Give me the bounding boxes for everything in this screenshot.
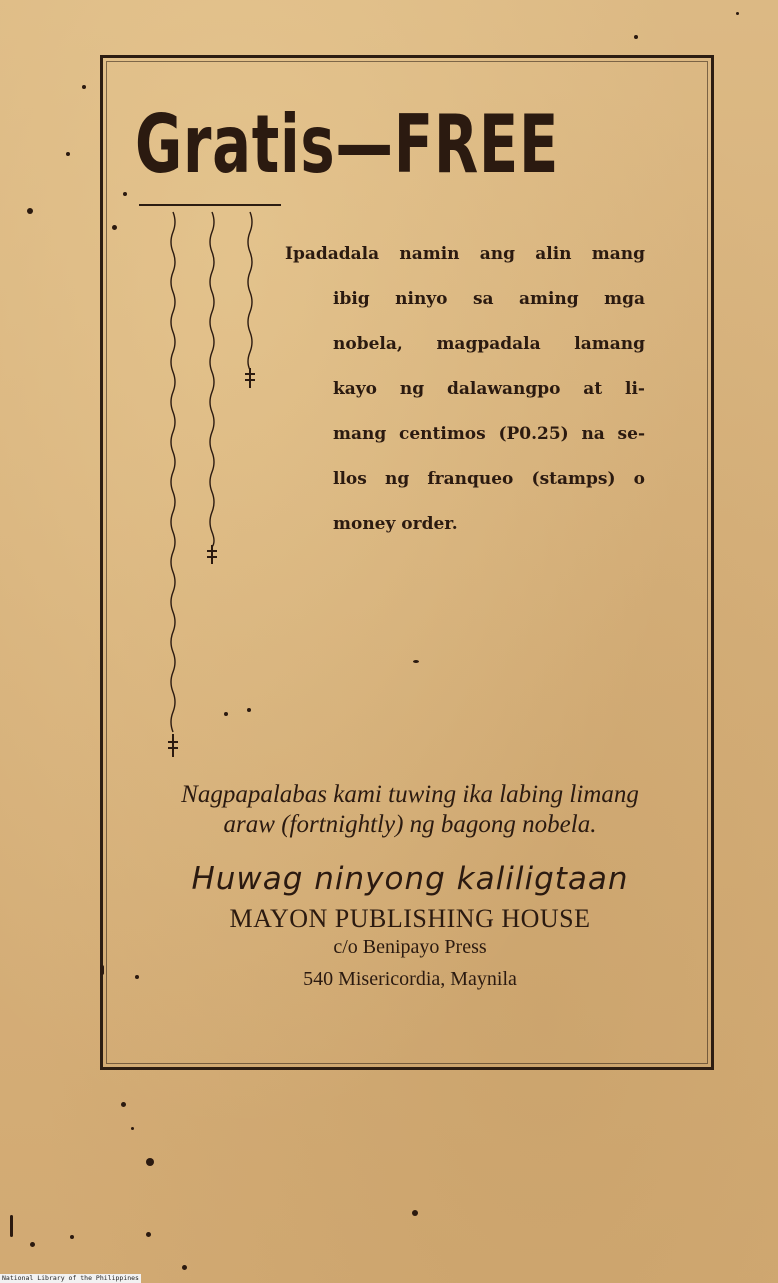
address-line: 540 Misericordia, Maynila: [303, 968, 517, 990]
offer-line: llos ng franqueo (stamps) o: [333, 469, 645, 489]
fortnightly-note-line: araw (fortnightly) ng bagong nobela.: [223, 811, 597, 838]
ink-speck: [30, 1242, 35, 1247]
ink-speck: [736, 12, 739, 15]
chain-ornament-middle: [202, 212, 222, 567]
ink-speck: [70, 1235, 74, 1239]
ink-speck: [247, 708, 251, 712]
fortnightly-note-line: Nagpapalabas kami tuwing ika labing limang: [181, 781, 639, 808]
offer-line: kayo ng dalawangpo at li-: [333, 379, 645, 399]
offer-paragraph: [285, 238, 645, 553]
offer-line: money order.: [333, 514, 458, 534]
care-of-line: c/o Benipayo Press: [333, 936, 487, 958]
ink-speck: [146, 1232, 151, 1237]
offer-line: ibig ninyo sa aming mga: [333, 289, 645, 309]
offer-line: nobela, magpadala lamang: [333, 334, 645, 354]
ink-speck: [146, 1158, 154, 1166]
publisher-name: MAYON PUBLISHING HOUSE: [229, 904, 591, 933]
headline-underline: [139, 204, 281, 206]
ink-speck: [413, 660, 419, 663]
ink-speck: [121, 1102, 126, 1107]
ink-speck: [112, 225, 117, 230]
offer-line: Ipadadala namin ang alin mang: [285, 244, 645, 264]
fortnightly-note: [110, 780, 710, 840]
ink-speck: [412, 1210, 418, 1216]
chain-ornament-left: [163, 212, 183, 762]
library-credit: National Library of the Philippines: [2, 1274, 139, 1282]
ink-speck: [10, 1215, 13, 1237]
ink-speck: [224, 712, 228, 716]
tagline: Huwag ninyong kaliligtaan: [191, 861, 629, 897]
headline: Gratis—FREE: [135, 98, 560, 191]
ink-speck: [82, 85, 86, 89]
ink-speck: [100, 965, 104, 975]
ink-speck: [135, 975, 139, 979]
ink-speck: [634, 35, 638, 39]
ink-speck: [123, 192, 127, 196]
ink-speck: [182, 1265, 187, 1270]
chain-ornament-right: [240, 212, 260, 392]
ink-speck: [66, 152, 70, 156]
offer-line: mang centimos (P0.25) na se-: [333, 424, 645, 444]
ink-speck: [131, 1127, 134, 1130]
ink-speck: [27, 208, 33, 214]
